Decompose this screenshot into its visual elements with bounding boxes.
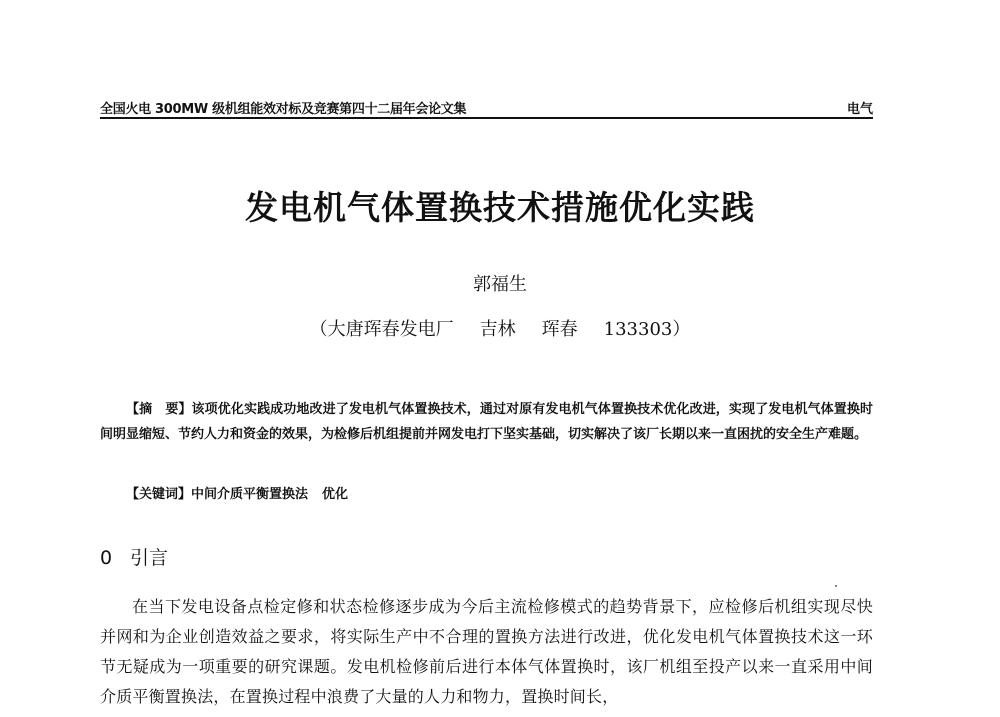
affiliation-city: 珲春 <box>541 319 578 340</box>
header-proceedings-title: 全国火电 300MW 级机组能效对标及竞赛第四十二届年会论文集 <box>100 102 467 117</box>
keyword-item: 中间介质平衡置换法 <box>191 487 309 502</box>
header-section-label: 电气 <box>846 102 873 117</box>
keyword-item: 优化 <box>322 487 349 502</box>
section-title: 引言 <box>130 547 169 569</box>
abstract <box>100 397 873 447</box>
header-rule <box>100 117 873 119</box>
body-paragraph: 在当下发电设备点检定修和状态检修逐步成为今后主流检修模式的趋势背景下，应检修后机组实现尽快并网和为企业创造效益之要求，将实际生产中不合理的置换方法进行改进，优化发电机气体置换技术这一环节无疑成为一项重要的研究课题。发电机检修前后进行本体气体置换时，该厂机组至投产以来一直采用中间介质平衡置换法，在置换过程中浪费了大量的人力和物力，置换时间长， <box>100 597 873 706</box>
keywords-label: 【关键词】 <box>126 487 192 502</box>
abstract-text: 该项优化实践成功地改进了发电机气体置换技术，通过对原有发电机气体置换技术优化改进，实现了发电机气体置换时间明显缩短、节约人力和资金的效果，为检修后机组提前并网发电打下坚实基础，切实解决了该厂长期以来一直困扰的安全生产难题。 <box>100 402 873 442</box>
scan-speck <box>835 585 837 587</box>
affiliation-postcode: 133303 <box>603 319 673 340</box>
body-text <box>100 592 873 712</box>
paper-title: 发电机气体置换技术措施优化实践 <box>245 188 755 227</box>
abstract-label: 【摘 要】 <box>126 402 192 417</box>
running-header <box>100 98 873 116</box>
section-heading <box>100 543 168 570</box>
affiliation-close-paren: ） <box>672 319 691 340</box>
affiliation-open-paren: （ <box>309 319 328 340</box>
keywords <box>100 484 873 506</box>
section-number: 0 <box>100 547 113 569</box>
author-name: 郭福生 <box>473 274 527 295</box>
affiliation-province: 吉林 <box>479 319 516 340</box>
author-affiliation <box>0 315 1000 341</box>
affiliation-org: 大唐珲春发电厂 <box>327 319 454 340</box>
